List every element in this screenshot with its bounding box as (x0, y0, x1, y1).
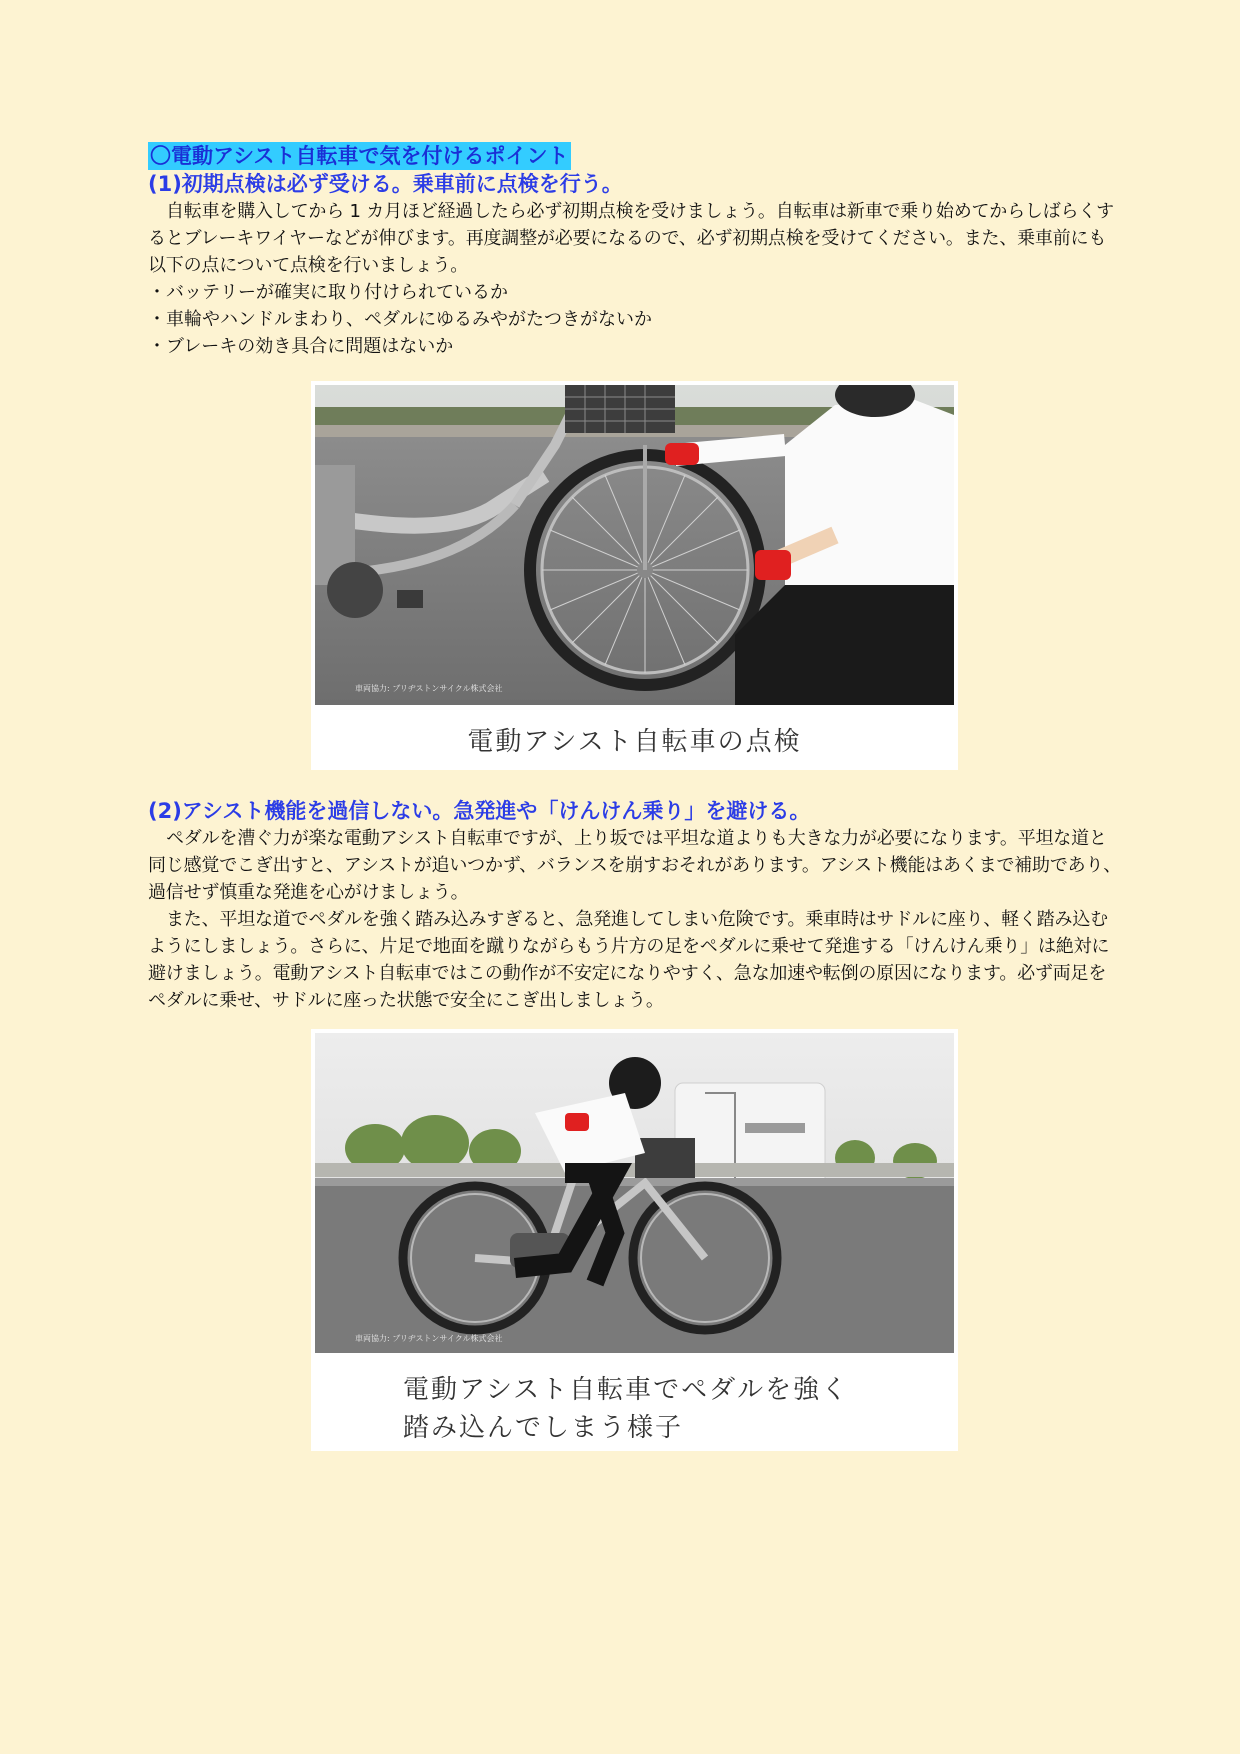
inspection-photo-illustration (315, 385, 954, 705)
section2 (148, 797, 1123, 1014)
inspection-caption: 電動アシスト自転車の点検 (467, 727, 802, 757)
photo-credit: 車両協力: ブリヂストンサイクル株式会社 (355, 684, 503, 693)
page-title: 〇電動アシスト自転車で気を付けるポイント (150, 144, 569, 168)
document-body (148, 142, 1123, 360)
section1-heading: (1)初期点検は必ず受ける。乗車前に点検を行う。 (148, 172, 623, 196)
section1-bullet-battery: ・バッテリーが確実に取り付けられているか (148, 282, 508, 303)
section1-paragraph: 自転車を購入してから 1 カ月ほど経過したら必ず初期点検を受けましょう。自転車は新車で乗り始めてからしばらくするとブレーキワイヤーなどが伸びます。再度調整が必要になるので、必ず初期点検を受けてください。また、乗車前にも以下の点について点検を行いましょう。 (148, 201, 1114, 276)
pedal-start-photo-illustration (315, 1033, 954, 1353)
pedal-start-photo (315, 1033, 954, 1353)
pedal-start-figure (311, 1029, 958, 1451)
section2-paragraph-2: また、平坦な道でペダルを強く踏み込みすぎると、急発進してしまい危険です。乗車時はサドルに座り、軽く踏み込むようにしましょう。さらに、片足で地面を蹴りながらもう片方の足をペダルに乗せて発進する「けんけん乗り」は絶対に避けましょう。電動アシスト自転車ではこの動作が不安定になりやすく、急な加速や転倒の原因になります。必ず両足をペダルに乗せ、サドルに座った状態で安全にこぎ出しましょう。 (148, 909, 1110, 1011)
inspection-figure (311, 381, 958, 770)
pedal-start-caption-line-1: 電動アシスト自転車でペダルを強く (403, 1375, 850, 1405)
pedal-start-caption-line-2: 踏み込んでしまう様子 (403, 1413, 684, 1443)
inspection-photo (315, 385, 954, 705)
photo-credit-2: 車両協力: ブリヂストンサイクル株式会社 (355, 1334, 503, 1343)
section2-heading: (2)アシスト機能を過信しない。急発進や「けんけん乗り」を避ける。 (148, 799, 811, 823)
section1-bullet-wheels: ・車輪やハンドルまわり、ペダルにゆるみやがたつきがないか (148, 309, 652, 330)
section2-paragraph-1: ペダルを漕ぐ力が楽な電動アシスト自転車ですが、上り坂では平坦な道よりも大きな力が必要になります。平坦な道と同じ感覚でこぎ出すと、アシストが追いつかず、バランスを崩すおそれがあります。アシスト機能はあくまで補助であり、過信せず慎重な発進を心がけましょう。 (148, 828, 1122, 903)
section1-bullet-brakes: ・ブレーキの効き具合に問題はないか (148, 336, 454, 357)
